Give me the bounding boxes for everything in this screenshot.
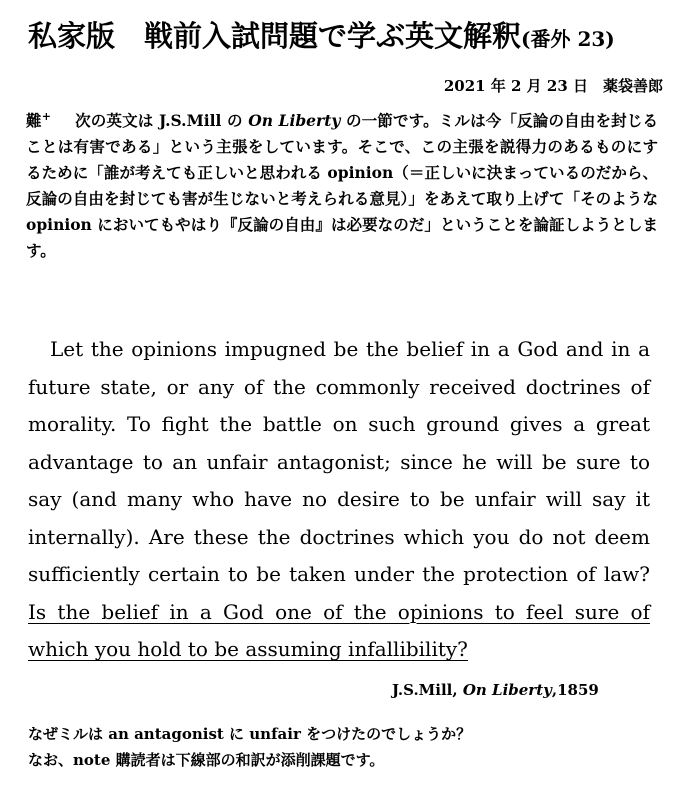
page-title	[28, 18, 678, 57]
title-sub: (番外 23)	[521, 27, 615, 51]
question-block	[28, 721, 668, 773]
intro-text-1: 次の英文は J.S.Mill の	[74, 111, 249, 130]
intro-paragraph	[26, 104, 658, 264]
question-1: なぜミルは an antagonist に unfair をつけたのでしょうか？	[28, 725, 472, 743]
intro-text-2: の一節です。ミルは今「反論の自由を封じることは有害である」という主張をしています。そこで、この主張を説得力のあるものにするために「誰が考えても正しいと思われる opinion（＝正しいに決まっているのだから、反論の自由を封じても害が生じないと考えられる意見）」をあえて取り上げて「そのような opinion においてもやはり『反論の自由』は必要なのだ」ということを論証しようとします。	[26, 111, 658, 260]
english-passage	[28, 331, 650, 669]
citation-year: ,1859	[551, 681, 599, 699]
intro-work-title: On Liberty	[248, 111, 341, 130]
citation-work: On Liberty	[462, 681, 552, 699]
citation-author: J.S.Mill,	[392, 681, 463, 699]
difficulty-mark: +	[41, 110, 51, 123]
question-2: なお、note 購読者は下線部の和訳が添削課題です。	[28, 751, 385, 769]
passage-body: Let the opinions impugned be the belief in a God and in a future state, or any of the commonly received doctrines of morality. To fight the battle on such ground gives a great advantage to an unfair antagonist; since he will be sure to say (and many who have no desire to be unfair will say it internally). Are these the doctrines which you do not deem sufficiently certain to be taken under the protection of law?	[28, 337, 650, 586]
difficulty-label: 難	[26, 111, 42, 130]
date-author: 2021 年 2 月 23 日 薬袋善郎	[443, 77, 663, 95]
passage-underlined: Is the belief in a God one of the opinions to feel sure of which you hold to be assuming infallibility?	[28, 599, 650, 661]
citation	[392, 681, 662, 699]
title-main: 私家版 戦前入試問題で学ぶ英文解釈	[28, 19, 522, 53]
